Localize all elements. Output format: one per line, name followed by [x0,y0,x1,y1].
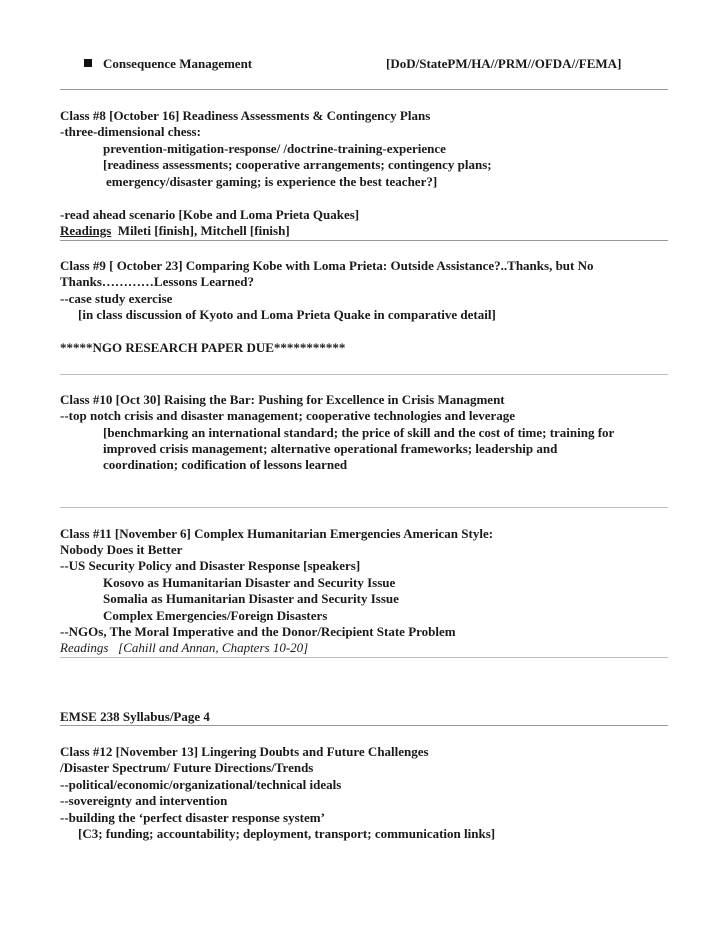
class12-line: --political/economic/organizational/technical ideals [60,777,342,792]
class10-line: [benchmarking an international standard; the price of skill and the cost of time; training for [103,425,615,440]
agencies-text: [DoD/StatePM/HA//PRM//OFDA//FEMA] [386,56,622,71]
class8-line: -three-dimensional chess: [60,124,201,139]
divider [60,657,668,658]
class11-line: --US Security Policy and Disaster Response [speakers] [60,558,361,573]
class8-line: -read ahead scenario [Kobe and Loma Prieta Quakes] [60,207,360,222]
class8-line: emergency/disaster gaming; is experience the best teacher?] [106,174,438,189]
class11-line: --NGOs, The Moral Imperative and the Donor/Recipient State Problem [60,624,456,639]
divider [60,89,668,90]
class10-line: --top notch crisis and disaster management; cooperative technologies and leverage [60,408,516,423]
divider [60,374,668,375]
class10-title: Class #10 [Oct 30] Raising the Bar: Pushing for Excellence in Crisis Managment [60,392,505,407]
divider [60,507,668,508]
class11-readings: Readings [Cahill and Annan, Chapters 10-20] [60,640,309,655]
class9-line: [in class discussion of Kyoto and Loma Prieta Quake in comparative detail] [78,307,496,322]
readings-label: Readings [60,223,112,238]
class11-line: Complex Emergencies/Foreign Disasters [103,608,328,623]
class9-title: Class #9 [ October 23] Comparing Kobe with Loma Prieta: Outside Assistance?..Thanks, but No [60,258,594,273]
class10-line: improved crisis management; alternative operational frameworks; leadership and [103,441,558,456]
divider [60,725,668,726]
divider [60,240,668,241]
class8-line: prevention-mitigation-response/ /doctrine-training-experience [103,141,446,156]
class12-line: [C3; funding; accountability; deployment, transport; communication links] [78,826,496,841]
class8-readings [60,223,290,239]
class9-title-cont: Thanks…………Lessons Learned? [60,274,254,289]
class11-title: Class #11 [November 6] Complex Humanitarian Emergencies American Style: [60,526,494,541]
readings-text: Mileti [finish], Mitchell [finish] [111,223,290,238]
class12-line: /Disaster Spectrum/ Future Directions/Trends [60,760,314,775]
class12-line: --sovereignty and intervention [60,793,228,808]
class9-line: --case study exercise [60,291,173,306]
filled-square-bullet-icon [84,59,92,67]
class8-title: Class #8 [October 16] Readiness Assessments & Contingency Plans [60,108,431,123]
page-footer: EMSE 238 Syllabus/Page 4 [60,709,210,724]
topic-heading: Consequence Management [103,56,253,71]
class11-line: Kosovo as Humanitarian Disaster and Security Issue [103,575,396,590]
class12-title: Class #12 [November 13] Lingering Doubts and Future Challenges [60,744,429,759]
class12-line: --building the ‘perfect disaster response system’ [60,810,325,825]
class11-title-cont: Nobody Does it Better [60,542,183,557]
paper-due-notice: *****NGO RESEARCH PAPER DUE*********** [60,340,346,355]
class11-line: Somalia as Humanitarian Disaster and Security Issue [103,591,399,606]
class8-line: [readiness assessments; cooperative arrangements; contingency plans; [103,157,492,172]
class10-line: coordination; codification of lessons learned [103,457,348,472]
